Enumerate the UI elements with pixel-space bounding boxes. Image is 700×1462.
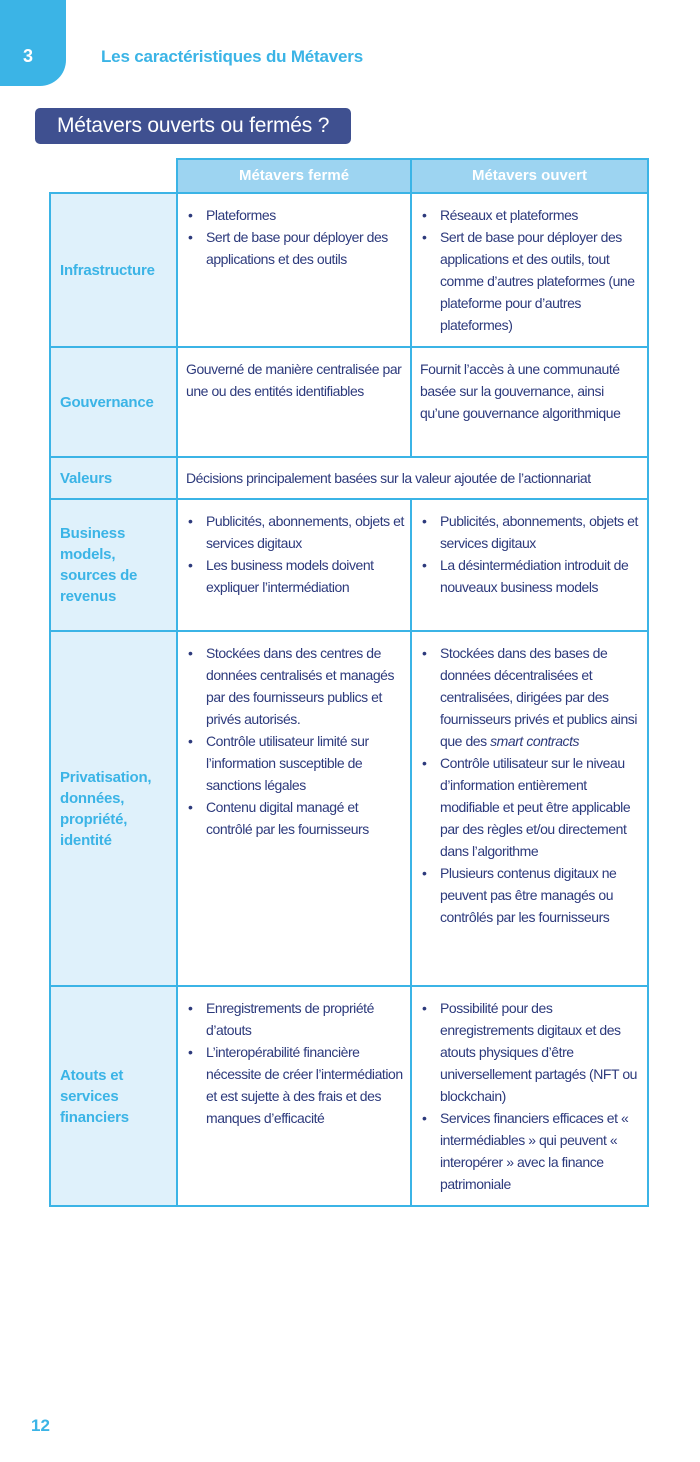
bullet-list xyxy=(186,997,404,1129)
bullet-item xyxy=(440,510,641,554)
comparison-table xyxy=(49,158,649,1207)
bullet-text: Contenu digital managé et contrôlé par les fournisseurs xyxy=(206,799,369,837)
table-row xyxy=(50,631,648,986)
chapter-number: 3 xyxy=(23,46,34,66)
table-corner xyxy=(50,159,177,193)
bullet-text: Publicités, abonnements, objets et services digitaux xyxy=(206,513,404,551)
bullet-text: Contrôle utilisateur limité sur l’information susceptible de sanctions légales xyxy=(206,733,369,793)
open-cell xyxy=(411,347,648,457)
column-header-closed: Métavers fermé xyxy=(177,159,411,193)
bullet-text: Possibilité pour des enregistrements digitaux et des atouts physiques d’être universellement partagés (NFT ou blockchain) xyxy=(440,1000,637,1104)
table-row xyxy=(50,457,648,499)
bullet-item xyxy=(206,204,404,226)
bullet-item xyxy=(206,1041,404,1129)
bullet-item xyxy=(206,554,404,598)
closed-cell xyxy=(177,986,411,1206)
open-cell xyxy=(411,193,648,347)
bullet-text: Stockées dans des centres de données centralisés et managés par des fournisseurs publics et privés autorisés. xyxy=(206,645,395,727)
section-title-banner xyxy=(35,108,351,144)
row-header: Infrastructure xyxy=(50,193,177,347)
bullet-text: Sert de base pour déployer des applications et des outils, tout comme d’autres plateformes (une plateforme pour d’autres plateformes) xyxy=(440,229,635,333)
bullet-item xyxy=(440,997,641,1107)
open-cell xyxy=(411,499,648,631)
merged-cell: Décisions principalement basées sur la valeur ajoutée de l’actionnariat xyxy=(177,457,648,499)
open-cell xyxy=(411,631,648,986)
bullet-text: Publicités, abonnements, objets et services digitaux xyxy=(440,513,638,551)
bullet-item xyxy=(206,730,404,796)
closed-cell xyxy=(177,347,411,457)
row-header: Business models, sources de revenus xyxy=(50,499,177,631)
bullet-text: Réseaux et plateformes xyxy=(440,207,578,223)
bullet-item xyxy=(206,997,404,1041)
cell-text: Gouverné de manière centralisée par une ou des entités identifiables xyxy=(186,361,402,399)
bullet-item xyxy=(440,642,641,752)
cell-text: Fournit l’accès à une communauté basée sur la gouvernance, ainsi qu’une gouvernance algorithmique xyxy=(420,361,621,421)
table-row xyxy=(50,499,648,631)
bullet-item xyxy=(440,204,641,226)
bullet-item xyxy=(206,226,404,270)
section-title: Métavers ouverts ou fermés ? xyxy=(57,114,330,137)
bullet-text: Les business models doivent expliquer l’intermédiation xyxy=(206,557,374,595)
bullet-text: L’interopérabilité financière nécessite de créer l’intermédiation et est sujette à des frais et des manques d’efficacité xyxy=(206,1044,403,1126)
bullet-item xyxy=(440,554,641,598)
closed-cell xyxy=(177,499,411,631)
closed-cell xyxy=(177,631,411,986)
closed-cell xyxy=(177,193,411,347)
chapter-tab xyxy=(0,0,66,86)
bullet-text: Enregistrements de propriété d’atouts xyxy=(206,1000,374,1038)
row-header: Valeurs xyxy=(50,457,177,499)
bullet-text: Contrôle utilisateur sur le niveau d’information entièrement modifiable et peut être applicable par des règles et/ou directement dans l’algorithme xyxy=(440,755,631,859)
bullet-text: Stockées dans des bases de données décentralisées et centralisées, dirigées par des fournisseurs privés et publics ainsi que des xyxy=(440,645,638,749)
bullet-list xyxy=(186,510,404,598)
bullet-text: La désintermédiation introduit de nouveaux business models xyxy=(440,557,629,595)
table-row xyxy=(50,986,648,1206)
bullet-item xyxy=(440,862,641,928)
row-header: Privatisation, données, propriété, identité xyxy=(50,631,177,986)
bullet-item xyxy=(440,226,641,336)
column-header-open: Métavers ouvert xyxy=(411,159,648,193)
bullet-text: Sert de base pour déployer des applications et des outils xyxy=(206,229,388,267)
bullet-item xyxy=(440,752,641,862)
bullet-text: Services financiers efficaces et « intermédiables » qui peuvent « interopérer » avec la finance patrimoniale xyxy=(440,1110,629,1192)
italic-term: smart contracts xyxy=(490,733,580,749)
bullet-list xyxy=(420,642,641,928)
table-row xyxy=(50,347,648,457)
open-cell xyxy=(411,986,648,1206)
row-header: Atouts et services financiers xyxy=(50,986,177,1206)
chapter-title: Les caractéristiques du Métavers xyxy=(101,47,363,66)
page-number: 12 xyxy=(31,1416,50,1435)
row-header: Gouvernance xyxy=(50,347,177,457)
bullet-text: Plateformes xyxy=(206,207,276,223)
bullet-list xyxy=(420,204,641,336)
bullet-item xyxy=(206,796,404,840)
bullet-item xyxy=(206,510,404,554)
table-row xyxy=(50,193,648,347)
bullet-list xyxy=(186,642,404,840)
bullet-list xyxy=(186,204,404,270)
bullet-text: Plusieurs contenus digitaux ne peuvent pas être managés ou contrôlés par les fournisseurs xyxy=(440,865,617,925)
bullet-list xyxy=(420,510,641,598)
bullet-item xyxy=(440,1107,641,1195)
bullet-list xyxy=(420,997,641,1195)
bullet-item xyxy=(206,642,404,730)
